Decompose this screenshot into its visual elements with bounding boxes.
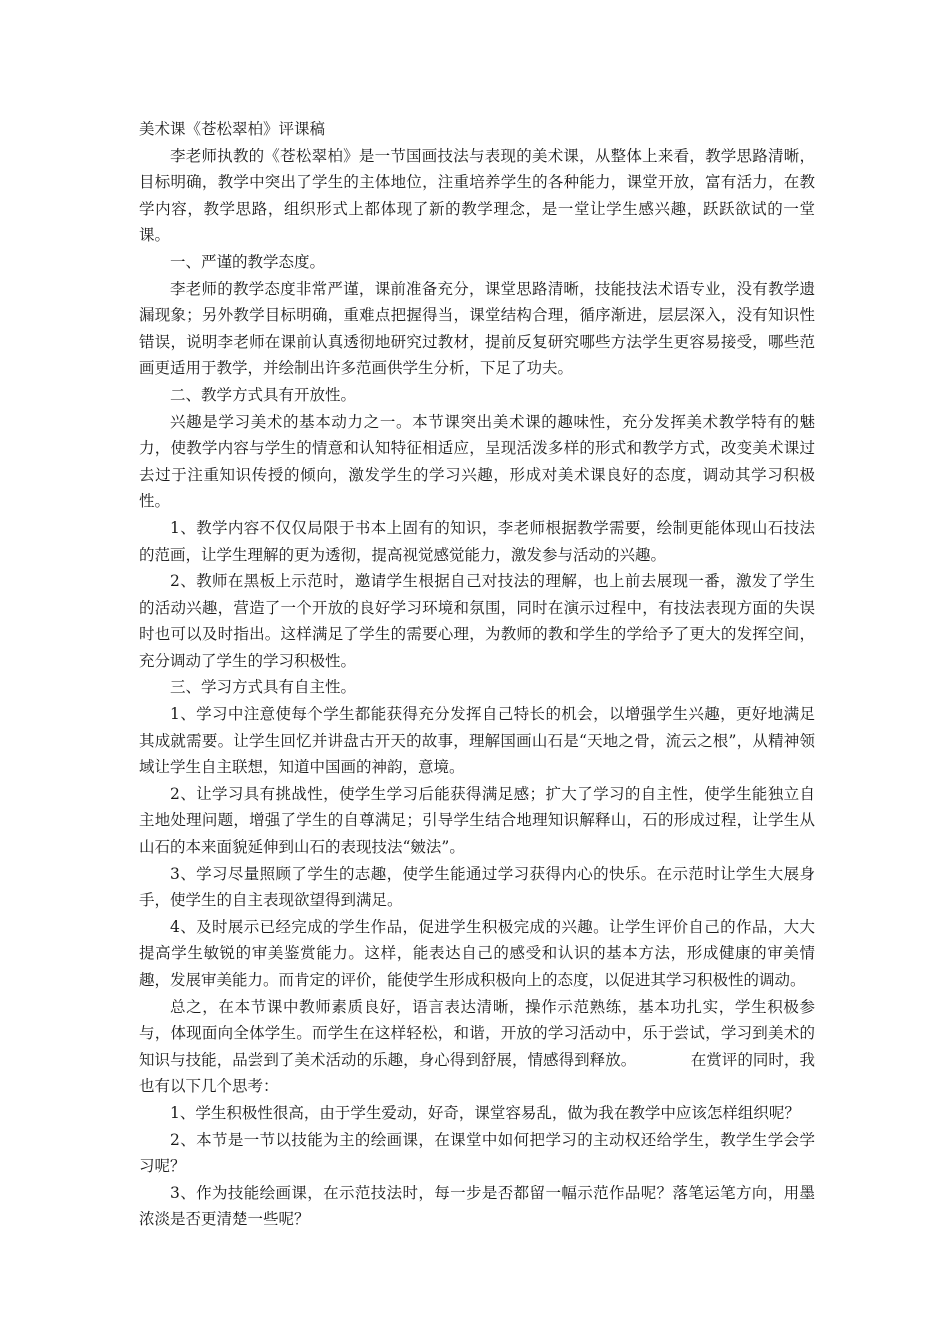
list-paragraph: 1、学习中注意使每个学生都能获得充分发挥自己特长的机会，以增强学生兴趣，更好地满足其成就需要。让学生回忆并讲盘古开天的故事，理解国画山石是“天地之骨，流云之根”，从精神领域让学生自主联想，知道中国画的神韵，意境。 bbox=[139, 705, 815, 777]
paragraph: 兴趣是学习美术的基本动力之一。本节课突出美术课的趣味性，充分发挥美术教学特有的魅力，使教学内容与学生的情意和认知特征相适应，呈现活泼多样的形式和教学方式，改变美术课过去过于注重知识传授的倾向，激发学生的学习兴趣，形成对美术课良好的态度，调动其学习积极性。 bbox=[139, 412, 815, 511]
reflection-item: 1、学生积极性很高，由于学生爱动，好奇，课堂容易乱，做为我在教学中应该怎样组织呢？ bbox=[170, 1103, 800, 1122]
paragraph-summary: 总之，在本节课中教师素质良好，语言表达清晰，操作示范熟练，基本功扎实，学生积极参与，体现面向全体学生。而学生在这样轻松，和谐，开放的学习活动中，乐于尝试，学习到美术的知识与技能，品尝到了美术活动的乐趣，身心得到舒展，情感得到释放。 在赏评的同时，我也有以下几个思考： bbox=[139, 997, 815, 1096]
list-paragraph: 1、教学内容不仅仅局限于书本上固有的知识，李老师根据教学需要，绘制更能体现山石技法的范画，让学生理解的更为透彻，提高视觉感觉能力，激发参与活动的兴趣。 bbox=[139, 518, 815, 564]
paragraph-intro: 李老师执教的《苍松翠柏》是一节国画技法与表现的美术课，从整体上来看，教学思路清晰，目标明确，教学中突出了学生的主体地位，注重培养学生的各种能力，课堂开放，富有活力，在教学内容，教学思路，组织形式上都体现了新的教学理念，是一堂让学生感兴趣，跃跃欲试的一堂课。 bbox=[139, 146, 815, 245]
list-paragraph: 4、及时展示已经完成的学生作品，促进学生积极完成的兴趣。让学生评价自己的作品，大大提高学生敏锐的审美鉴赏能力。这样，能表达自己的感受和认识的基本方法，形成健康的审美情趣，发展审美能力。而肯定的评价，能使学生形成积极向上的态度，以促进其学习积极性的调动。 bbox=[139, 917, 815, 989]
section-heading-2: 二、教学方式具有开放性。 bbox=[170, 385, 357, 404]
document-body bbox=[139, 116, 815, 1233]
list-paragraph: 2、让学习具有挑战性，使学生学习后能获得满足感；扩大了学习的自主性，使学生能独立自主地处理问题，增强了学生的自尊满足；引导学生结合地理知识解释山，石的形成过程，让学生从山石的本来面貌延伸到山石的表现技法“皴法”。 bbox=[139, 784, 815, 857]
section-heading-3: 三、学习方式具有自主性。 bbox=[170, 678, 357, 697]
section-heading-1: 一、严谨的教学态度。 bbox=[170, 252, 326, 271]
reflection-item: 2、本节是一节以技能为主的绘画课，在课堂中如何把学习的主动权还给学生，教学生学会学习呢？ bbox=[139, 1130, 815, 1176]
list-paragraph: 2、教师在黑板上示范时，邀请学生根据自己对技法的理解，也上前去展现一番，激发了学生的活动兴趣，营造了一个开放的良好学习环境和氛围，同时在演示过程中，有技法表现方面的失误时也可以及时指出。这样满足了学生的需要心理，为教师的教和学生的学给予了更大的发挥空间，充分调动了学生的学习积极性。 bbox=[139, 572, 815, 670]
document-title: 美术课《苍松翠柏》评课稿 bbox=[139, 120, 326, 138]
list-paragraph: 3、学习尽量照顾了学生的志趣，使学生能通过学习获得内心的快乐。在示范时让学生大展身手，使学生的自主表现欲望得到满足。 bbox=[139, 864, 815, 910]
paragraph: 李老师的教学态度非常严谨，课前准备充分，课堂思路清晰，技能技法术语专业，没有教学遗漏现象；另外教学目标明确，重难点把握得当，课堂结构合理，循序渐进，层层深入，没有知识性错误，说明李老师在课前认真透彻地研究过教材，提前反复研究哪些方法学生更容易接受，哪些范画更适用于教学，并绘制出许多范画供学生分析，下足了功夫。 bbox=[139, 279, 815, 378]
reflection-item: 3、作为技能绘画课，在示范技法时，每一步是否都留一幅示范作品呢？落笔运笔方向，用墨浓淡是否更清楚一些呢？ bbox=[139, 1183, 815, 1229]
